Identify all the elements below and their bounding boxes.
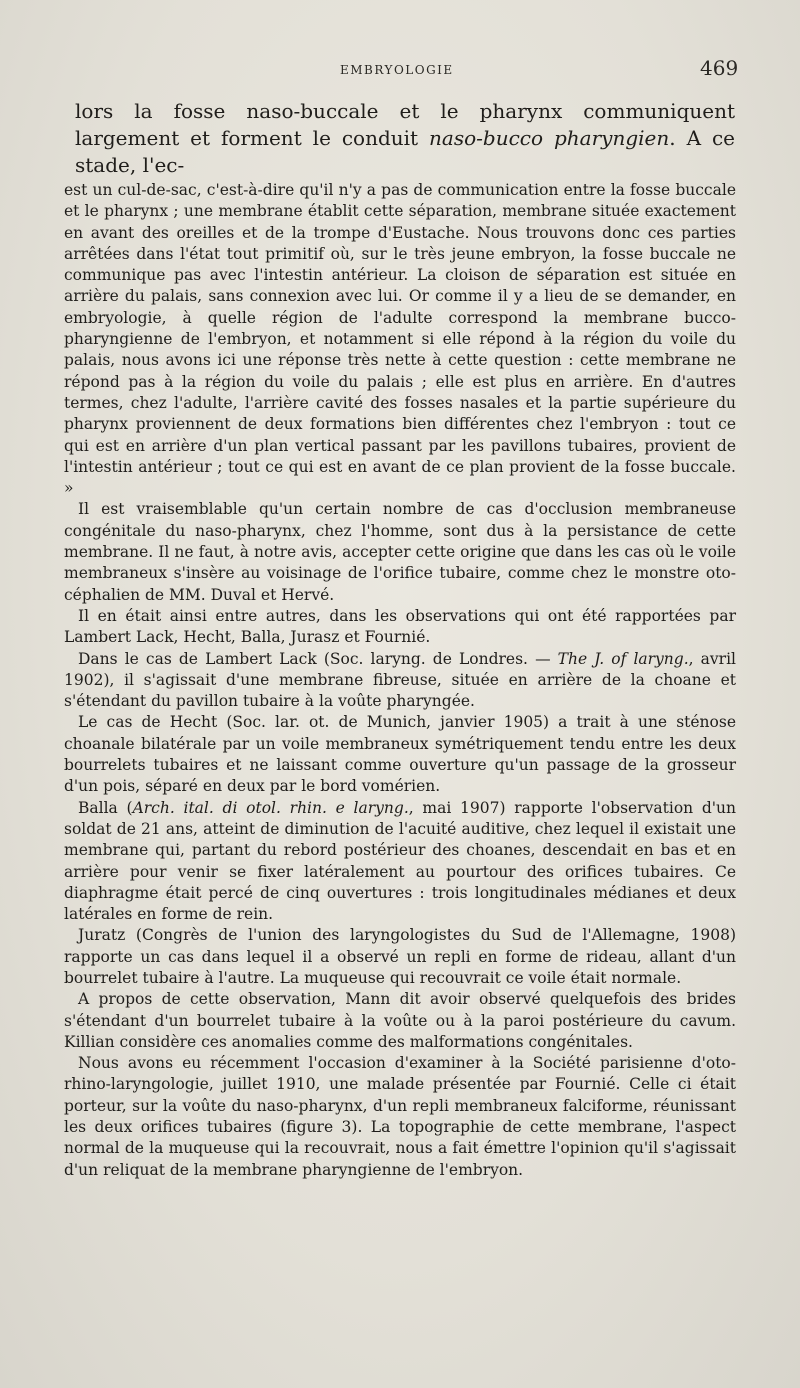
paragraph-occlusion: Il est vraisemblable qu'un certain nombre de cas d'occlusion membraneuse congénitale du naso-pharynx, chez l'homme, sont dus à la persistance de cette membrane. Il ne faut, à notre avis, accepter cette origine que dans les cas où le voile membraneux s'insère au voisinage de l'orifice tubaire, comme chez le monstre oto-céphalien de MM. Duval et Hervé. [64, 500, 736, 604]
paragraph-balla [64, 798, 736, 926]
balla-journal: Arch. ital. di otol. rhin. e laryng. [132, 798, 409, 817]
paragraph-observations: Il en était ainsi entre autres, dans les observations qui ont été rapportées par Lambert Lack, Hecht, Balla, Jurasz et Fournié. [64, 606, 736, 647]
lead-term: naso-bucco pharyngien [429, 126, 670, 150]
paragraph-fournie: Nous avons eu récemment l'occasion d'examiner à la Société parisienne d'oto-rhino-laryngologie, juillet 1910, une malade présentée par Fournié. Celle ci était porteur, sur la voûte du naso-pharynx, d'un repli membraneux falciforme, réunissant les deux orifices tubaires (figure 3). La topographie de cette membrane, l'aspect normal de la muqueuse qui la recouvrait, nous a fait émettre l'opinion qu'il s'agissait d'un reliquat de la membrane pharyngienne de l'embryon. [64, 1054, 736, 1179]
paragraph-quote: est un cul-de-sac, c'est-à-dire qu'il n'y a pas de communication entre la fosse buccale et le pharynx ; une membrane établit cette séparation, membrane située exactement en avant des oreilles et de la trompe d'Eustache. Nous trouvons donc ces parties arrêtées dans l'état tout primitif où, sur le très jeune embryon, la fosse buccale ne communique pas avec l'intestin antérieur. La cloison de séparation est située en arrière du palais, sans connexion avec lui. Or comme il y a lieu de se demander, en embryologie, à quelle région de l'adulte correspond la membrane bucco-pharyngienne de l'embryon, et notamment si elle répond à la région du voile du palais, nous avons ici une réponse très nette à cette question : cette membrane ne répond pas à la région du voile du palais ; elle est plus en arrière. En d'autres termes, chez l'adulte, l'arrière cavité des fosses nasales et la partie supérieure du pharynx proviennent de deux formations bien différentes chez l'embryon : tout ce qui est en arrière d'un plan vertical passant par les pavillons tubaires, provient de l'intestin antérieur ; tout ce qui est en avant de ce plan provient de la fosse buccale. » [64, 181, 736, 498]
lead-text-before: lors la fosse naso-buccale et le pharynx communiquent largement et forment le conduit [75, 99, 735, 150]
running-head: EMBRYOLOGIE [340, 63, 454, 77]
body-text [64, 180, 736, 1181]
lack-journal: The J. of laryng. [557, 649, 689, 668]
paragraph-mann: A propos de cette observation, Mann dit avoir observé quelquefois des brides s'étendant d'un bourrelet tubaire à la voûte ou à la paroi postérieure du cavum. Killian considère ces anomalies comme des malformations congénitales. [64, 990, 736, 1051]
balla-before: Balla ( [78, 798, 133, 817]
lack-before: Dans le cas de Lambert Lack (Soc. laryng. de Londres. — [78, 649, 558, 668]
lead-text-after: . A ce stade, l'ec- [75, 126, 735, 177]
lead-paragraph [75, 98, 735, 179]
paragraph-juratz: Juratz (Congrès de l'union des laryngologistes du Sud de l'Allemagne, 1908) rapporte un cas dans lequel il a observé un repli en forme de rideau, allant d'un bourrelet tubaire à l'autre. La muqueuse qui recouvrait ce voile était normale. [64, 926, 736, 987]
paragraph-lack [64, 649, 736, 713]
page-number: 469 [700, 56, 739, 80]
paragraph-hecht: Le cas de Hecht (Soc. lar. ot. de Munich, janvier 1905) a trait à une sténose choanale bilatérale par un voile membraneux symétriquement tendu entre les deux bourrelets tubaires et ne laissant comme ouverture qu'un passage de la grosseur d'un pois, séparé en deux par le bord vomérien. [64, 713, 736, 796]
lack-after: , avril 1902), il s'agissait d'une membrane fibreuse, située en arrière de la choane et s'étendant du pavillon tubaire à la voûte pharyngée. [64, 649, 736, 711]
balla-after: , mai 1907) rapporte l'observation d'un soldat de 21 ans, atteint de diminution de l'acuité auditive, chez lequel il existait une membrane qui, partant du rebord postérieur des choanes, descendait en bas et en arrière pour venir se fixer latéralement au pourtour des orifices tubaires. Ce diaphragme était percé de cinq ouvertures : trois longitudinales médianes et deux latérales en forme de rein. [64, 798, 737, 924]
